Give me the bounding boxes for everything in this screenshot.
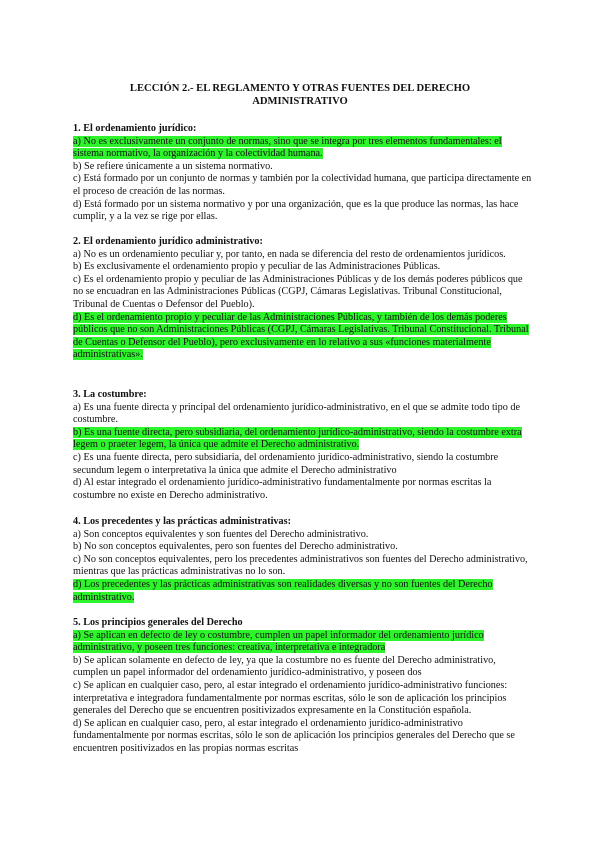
option-c: c) Se aplican en cualquier caso, pero, al estar integrado el ordenamiento jurídico-administrativo funciones: interpretativa e integradora fundamentalmente por normas escritas, sólo le son de aplicación los principios generales del Derecho que se encuentren positivizados expresamente en la Constitución española. xyxy=(73,679,508,717)
question-4 xyxy=(73,516,533,604)
title-line-1: LECCIÓN 2.- EL REGLAMENTO Y OTRAS FUENTES DEL DERECHO xyxy=(129,83,471,94)
option-a: a) Son conceptos equivalentes y son fuentes del Derecho administrativo. xyxy=(73,528,369,540)
option-a: a) Se aplican en defecto de ley o costumbre, cumplen un papel informador del ordenamiento jurídico administrativo, y poseen tres funciones: creativa, interpretativa e integradora xyxy=(73,629,484,654)
option-a: a) Es una fuente directa y principal del ordenamiento jurídico-administrativo, en el que se admite todo tipo de costumbre. xyxy=(73,401,520,426)
option-d: d) Se aplican en cualquier caso, pero, al estar integrado el ordenamiento jurídico-administrativo fundamentalmente por normas escritas, sólo le son de aplicación los principios generales del Derecho que se encuentren positivizados en las propias normas escritas xyxy=(73,717,515,754)
option-c: c) Es una fuente directa, pero subsidiaria, del ordenamiento jurídico-administrativo, siendo la costumbre secundum legem o interpretativa la única que admite el Derecho administrativo xyxy=(73,451,499,476)
option-b: b) Se aplican solamente en defecto de ley, ya que la costumbre no es fuente del Derecho administrativo, cumplen un papel informador del ordenamiento jurídico-administrativo, y poseen dos xyxy=(73,654,496,679)
title-line-2: ADMINISTRATIVO xyxy=(252,96,348,107)
question-2 xyxy=(73,236,533,362)
question-1 xyxy=(73,123,533,224)
question-5 xyxy=(73,617,533,756)
option-d: d) Es el ordenamiento propio y peculiar de las Administraciones Públicas, y también de los demás poderes públicos que no son Administraciones Públicas (CGPJ, Cámaras Legislativas. Tribunal Constitucional. Tribunal de Cuentas o Defensor del Pueblo), pero exclusivamente en lo relativo a sus «funciones materialmente administrativas». xyxy=(73,311,529,361)
option-b: b) No son conceptos equivalentes, pero son fuentes del Derecho administrativo. xyxy=(73,541,398,553)
option-a: a) No es exclusivamente un conjunto de normas, sino que se integra por tres elementos fundamentales: el sistema normativo, la organización y la colectividad humana. xyxy=(73,135,502,160)
option-d: d) Al estar integrado el ordenamiento jurídico-administrativo fundamentalmente por normas escritas la costumbre no existe en Derecho administrativo. xyxy=(73,477,492,501)
page-title xyxy=(100,82,500,108)
option-c: c) No son conceptos equivalentes, pero los precedentes administrativos son fuentes del Derecho administrativo, mientras que las prácticas administrativas no lo son. xyxy=(73,553,528,578)
question-heading: 3. La costumbre: xyxy=(73,389,147,400)
option-d: d) Está formado por un sistema normativo y por una organización, que es la que produce las normas, las hace cumplir, y a la vez se rige por ellas. xyxy=(73,198,519,223)
option-b: b) Es exclusivamente el ordenamiento propio y peculiar de las Administraciones Públicas. xyxy=(73,261,441,273)
question-heading: 5. Los principios generales del Derecho xyxy=(73,617,243,628)
option-c: c) Está formado por un conjunto de normas y también por la colectividad humana, que participa directamente en el proceso de creación de las normas. xyxy=(73,173,532,197)
question-heading: 4. Los precedentes y las prácticas administrativas: xyxy=(73,516,291,527)
option-d: d) Los precedentes y las prácticas administrativas son realidades diversas y no son fuentes del Derecho administrativo. xyxy=(73,578,493,603)
option-b: b) Es una fuente directa, pero subsidiaria, del ordenamiento jurídico-administrativo, siendo la costumbre extra legem o praeter legem, la única que admite el Derecho administrativo. xyxy=(73,426,522,451)
option-c: c) Es el ordenamiento propio y peculiar de las Administraciones Públicas y de los demás poderes públicos que no se encuadran en las Administraciones Públicas (CGPJ, Cámaras Legislativas. Tribunal Constitucional, Tribunal de Cuentas o Defensor del Pueblo). xyxy=(73,273,523,310)
option-a: a) No es un ordenamiento peculiar y, por tanto, en nada se diferencia del resto de ordenamientos jurídicos. xyxy=(73,248,506,260)
option-b: b) Se refiere únicamente a un sistema normativo. xyxy=(73,160,273,172)
question-heading: 2. El ordenamiento jurídico administrativo: xyxy=(73,236,263,247)
question-heading: 1. El ordenamiento jurídico: xyxy=(73,123,197,134)
question-3 xyxy=(73,389,533,502)
